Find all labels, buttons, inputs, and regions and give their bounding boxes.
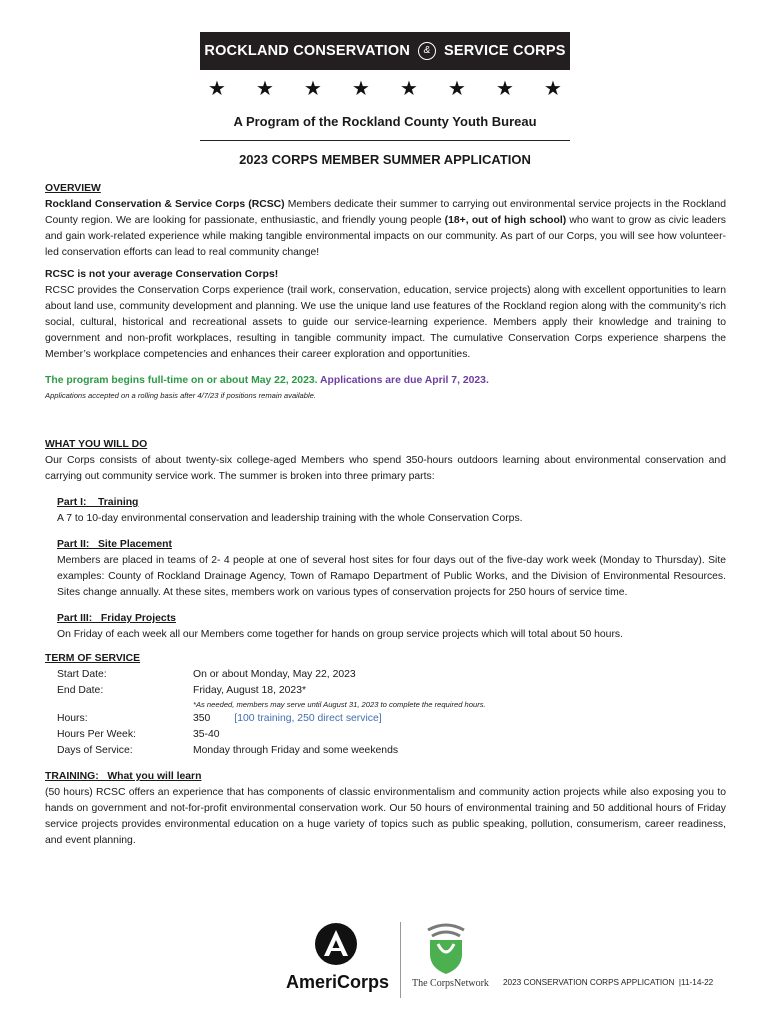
- term-label: Hours:: [57, 713, 88, 724]
- term-label: Days of Service:: [57, 745, 133, 756]
- part-heading: Part II: Site Placement: [57, 539, 172, 550]
- logo-divider: [400, 922, 401, 998]
- end-date-note: *As needed, members may serve until August 31, 2023 to complete the required hours.: [193, 700, 486, 709]
- term-label: Start Date:: [57, 669, 107, 680]
- partner-logos: [286, 920, 506, 1000]
- what-heading: WHAT YOU WILL DO: [45, 439, 148, 450]
- overview-heading: OVERVIEW: [45, 183, 101, 194]
- rolling-basis-note: Applications accepted on a rolling basis after 4/7/23 if positions remain available.: [45, 391, 317, 400]
- program-dates: [45, 373, 726, 389]
- part-text: Members are placed in teams of 2- 4 people at one of several host sites for four days out of the five-day work week (Monday to Thursday). Site examples: County of Rockland Drainage Agency, Town of Ramapo Department of Public Works, and the Division of Environmental Resources. Sites change annually. At these sites, members work on various types of conservation projects for 250 hours of service time.: [57, 555, 726, 598]
- star-icon: ★: [544, 78, 562, 100]
- term-heading: TERM OF SERVICE: [45, 653, 141, 664]
- star-icon: ★: [256, 78, 274, 100]
- document-body: [45, 181, 726, 849]
- term-value: Friday, August 18, 2023*: [193, 685, 307, 696]
- term-row-hours: [57, 711, 726, 727]
- term-label: End Date:: [57, 685, 104, 696]
- part-text: On Friday of each week all our Members come together for hands on group service projects which will total about 50 hours.: [57, 629, 623, 640]
- part-site-placement: [57, 537, 726, 601]
- star-icon: ★: [400, 78, 418, 100]
- rcsc-paragraph: RCSC provides the Conservation Corps experience (trail work, conservation, education, service projects) along with excellent opportunities to learn about land use, community development and planning. We use the unique land use features of the Rockland region along with the community’s rich social, cultural, historical and recreational assets to guide our service-learning experience. Members apply their knowledge and training to government and non-profit workplaces, resulting in tangible community impact. The cumulative Conservation Corps experience sharpens the Member’s workplace competencies and enhances their career exploration and opportunities.: [45, 285, 726, 360]
- star-row: [200, 76, 570, 101]
- term-row-per-week: [57, 727, 726, 743]
- banner-right-text: SERVICE CORPS: [444, 43, 566, 59]
- part-training: [57, 495, 726, 527]
- star-icon: ★: [208, 78, 226, 100]
- overview-paragraph: [45, 197, 726, 261]
- overview-text-2: who want to grow as civic leaders and gain work-related experience while making tangible environmental impacts on our community. As part of our Corps, you will see how volunteer-led conservation efforts can lead to real community change!: [45, 215, 726, 258]
- what-intro: Our Corps consists of about twenty-six college-aged Members who spend 350-hours outdoors learning about environmental conservation and carrying out community service work. The summer is broken into three primary parts:: [45, 455, 726, 482]
- term-row-end: [57, 683, 726, 699]
- term-value: On or about Monday, May 22, 2023: [193, 669, 356, 680]
- banner-left-text: ROCKLAND CONSERVATION: [204, 43, 410, 59]
- star-icon: ★: [448, 78, 466, 100]
- training-paragraph: (50 hours) RCSC offers an experience that has components of classic environmentalism and community action projects while also exposing you to hands on government and not-for-profit environmental conservation work. Our 50 hours of environmental training and 50 additional hours of Friday service projects provides environmental education on a huge variety of topics such as public speaking, pollution, consumerism, career readiness, and event planning.: [45, 787, 726, 846]
- application-title: 2023 CORPS MEMBER SUMMER APPLICATION: [239, 152, 531, 167]
- star-icon: ★: [496, 78, 514, 100]
- rcsc-subheading: RCSC is not your average Conservation Corps!: [45, 269, 279, 280]
- part-heading: Part I: Training: [57, 497, 139, 508]
- part-heading: Part III: Friday Projects: [57, 613, 176, 624]
- age-requirement: (18+, out of high school): [444, 215, 567, 226]
- americorps-logo-icon: [314, 922, 358, 966]
- star-icon: ★: [304, 78, 322, 100]
- hours-breakdown: [100 training, 250 direct service]: [234, 713, 382, 724]
- part-friday-projects: [57, 611, 726, 643]
- header-divider: [200, 140, 570, 141]
- corps-network-logo-icon: [422, 920, 470, 976]
- overview-lead: Rockland Conservation & Service Corps (RCSC): [45, 199, 285, 210]
- program-subtitle: A Program of the Rockland County Youth Bureau: [233, 114, 537, 129]
- americorps-wordmark: AmeriCorps: [286, 972, 390, 992]
- begin-date-text: The program begins full-time on or about May 22, 2023.: [45, 375, 318, 386]
- rcsc-logo-banner: [200, 32, 570, 70]
- overview-text-1: Members dedicate their summer to carrying out environmental service projects in the Rockland County region. We are looking for passionate, enthusiastic, and friendly young people: [45, 199, 726, 226]
- term-value: 35-40: [193, 729, 220, 740]
- term-row-start: [57, 667, 726, 683]
- corps-network-wordmark: The CorpsNetwork: [412, 978, 489, 989]
- term-value: 350: [193, 713, 211, 724]
- term-row-days: [57, 743, 726, 759]
- training-heading: TRAINING: What you will learn: [45, 771, 202, 782]
- due-date-text: Applications are due April 7, 2023.: [317, 375, 489, 386]
- footer-note: 2023 CONSERVATION CORPS APPLICATION |11-14-22: [503, 978, 714, 987]
- part-text: A 7 to 10-day environmental conservation and leadership training with the whole Conservation Corps.: [57, 513, 523, 524]
- term-label: Hours Per Week:: [57, 729, 136, 740]
- banner-ampersand: &: [418, 42, 436, 60]
- term-value: Monday through Friday and some weekends: [193, 745, 399, 756]
- star-icon: ★: [352, 78, 370, 100]
